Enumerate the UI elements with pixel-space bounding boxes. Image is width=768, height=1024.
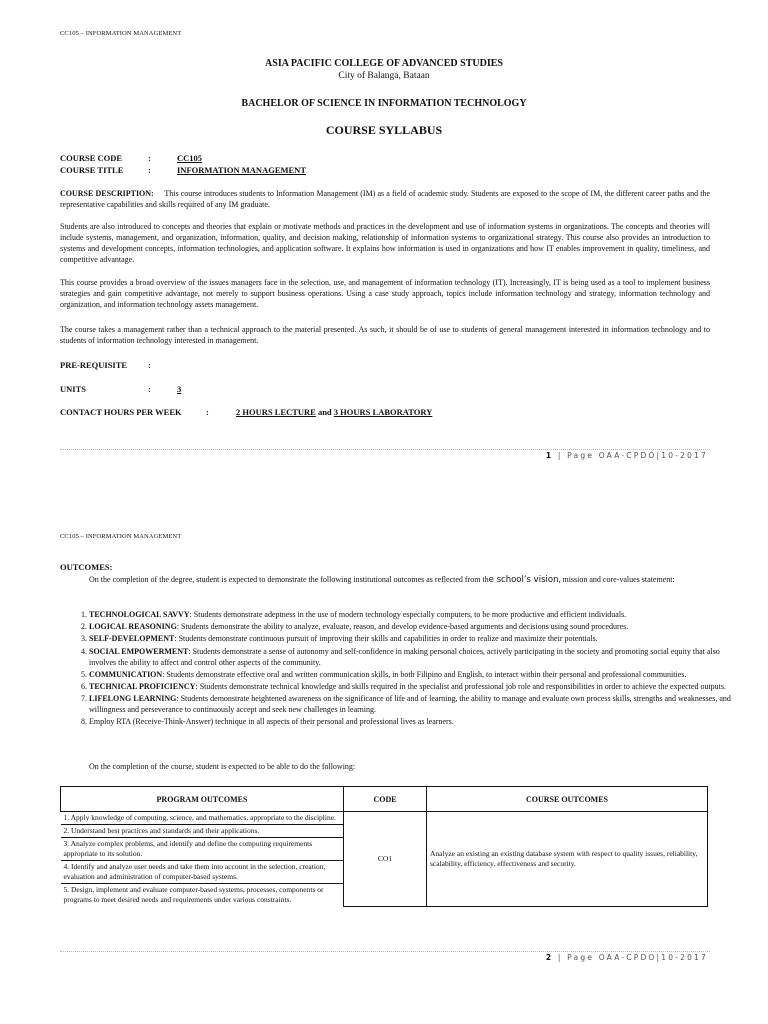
outcome-term: LOGICAL REASONING xyxy=(89,622,177,632)
outcome-text: : Students demonstrate heightened awareness on the significance of life and of learning, the ability to manage and evaluate own process skills, strengths and weaknesses, and willingness and perseverance to continuously accept and seek new challenges in learning. xyxy=(89,694,731,715)
degree-title: BACHELOR OF SCIENCE IN INFORMATION TECHNOLOGY xyxy=(241,98,527,109)
course-code-value: CC105 xyxy=(177,153,203,163)
course-description-p3: This course provides a broad overview of the issues managers face in the selection, use, and management of information technology (IT). Increasingly, IT is being used as a tool to implement business strategies and gain competitive advantage, not merely to support business operations. Using a case study approach, topics include information technology and strategy, information technology and organization, and information technology assets management. xyxy=(60,278,710,309)
outcome-term: TECHNICAL PROFICIENCY xyxy=(89,681,196,691)
running-header: CC105 – INFORMATION MANAGEMENT xyxy=(60,533,182,540)
list-item xyxy=(89,693,739,715)
list-item xyxy=(89,633,739,644)
document-title: COURSE SYLLABUS xyxy=(325,123,443,137)
outcome-term: COMMUNICATION xyxy=(89,669,163,679)
running-header: CC105 – INFORMATION MANAGEMENT xyxy=(60,30,182,37)
contact-hours-field xyxy=(60,407,433,417)
code-cell: CO1 xyxy=(344,812,427,907)
course-outcome-cell: Analyze an existing an existing database system with respect to quality issues, reliability, scalability, efficiency, effectiveness and security. xyxy=(427,812,708,907)
contact-hours-label: CONTACT HOURS PER WEEK xyxy=(60,407,182,417)
course-code-field xyxy=(60,153,203,163)
colon: : xyxy=(148,165,151,175)
course-description-p4: The course takes a management rather than a technical approach to the material presented. As such, it should be of use to students of general management interested in information technology and to students of information technology interested in management. xyxy=(60,325,710,345)
column-header: COURSE OUTCOMES xyxy=(427,787,708,812)
footer-divider xyxy=(60,951,710,952)
contact-lab: 3 HOURS LABORATORY xyxy=(333,407,433,417)
outcome-term: LIFELONG LEARNING xyxy=(89,694,177,704)
outcome-text: : Students demonstrate the ability to analyze, evaluate, reason, and develop evidence-based arguments and decisions using sound procedures. xyxy=(176,622,629,632)
column-header: PROGRAM OUTCOMES xyxy=(61,787,344,812)
course-title-label: COURSE TITLE xyxy=(60,165,124,175)
course-description-p1 xyxy=(60,188,710,210)
colon: : xyxy=(148,153,151,163)
outcomes-intro-a: On the completion of the degree, student is expected to demonstrate the following institutional outcomes as reflected from th xyxy=(89,575,489,584)
column-header: CODE xyxy=(344,787,427,812)
outcomes-table xyxy=(60,786,708,907)
program-outcome: 1. Apply knowledge of computing, science, and mathematics, appropriate to the discipline. xyxy=(61,812,344,825)
syllabus-page-2 xyxy=(0,522,768,1024)
units-field xyxy=(60,384,182,394)
list-item xyxy=(89,716,739,727)
page-number: 1 xyxy=(545,451,554,460)
program-outcome: 3. Analyze complex problems, and identify and define the computing requirements appropriate to its solution. xyxy=(61,838,344,861)
outcomes-title: OUTCOMES: xyxy=(60,562,113,572)
outcome-term: SOCIAL EMPOWERMENT xyxy=(89,646,189,656)
page-footer xyxy=(546,953,708,962)
course-code-label: COURSE CODE xyxy=(60,153,123,163)
course-description-label: COURSE DESCRIPTION: xyxy=(60,189,154,198)
outcomes-intro-b: , mission and core-values statement: xyxy=(558,575,675,584)
course-title-value: INFORMATION MANAGEMENT xyxy=(177,165,306,175)
colon: : xyxy=(148,384,151,394)
footer-text: | Page OAA-CPDO|10-2017 xyxy=(557,451,708,460)
institutional-outcomes-list xyxy=(60,609,739,729)
course-description-p2: Students are also introduced to concepts and theories that explain or motivate methods and practices in the development and use of information systems in organizations. The concepts and theories will include systems, management, and organization, information, quality, and decision making, relationship of information systems to organizational strategy. This course also provides an introduction to systems and development concepts, information technologies, and application software. It explains how information is used in organizations and how IT enables improvement in quality, timeliness, and competitive advantage. xyxy=(60,222,710,264)
colon: : xyxy=(148,360,151,370)
outcome-text: : Students demonstrate continuous pursuit of improving their skills and capabilities in order to realize and maximize their potentials. xyxy=(174,634,598,644)
college-city: City of Balanga, Bataan xyxy=(338,71,430,81)
outcome-text: : Students demonstrate technical knowledge and skills required in the specialist and professional job role and responsibilities in order to achieve the expected outputs. xyxy=(195,681,726,691)
contact-lecture: 2 HOURS LECTURE xyxy=(236,407,316,417)
page-number: 2 xyxy=(545,953,554,962)
table-row xyxy=(61,812,708,907)
college-name: ASIA PACIFIC COLLEGE OF ADVANCED STUDIES xyxy=(265,58,503,69)
prerequisite-field xyxy=(60,360,151,370)
colon: : xyxy=(206,407,209,417)
footer-divider xyxy=(60,449,710,450)
page-footer xyxy=(546,451,708,460)
program-outcome: 2. Understand best practices and standards and their applications. xyxy=(61,825,344,838)
contact-and: and xyxy=(317,407,332,417)
contact-hours-value xyxy=(236,407,432,417)
units-label: UNITS xyxy=(60,384,86,394)
list-item xyxy=(89,609,739,620)
outcomes-intro xyxy=(89,574,709,586)
outcome-term: SELF-DEVELOPMENT xyxy=(89,634,175,644)
syllabus-page-1 xyxy=(0,0,768,470)
outcome-text: : Students demonstrate effective oral and written communication skills, in both Filipino and English, to interact within their personal and professional communities. xyxy=(162,669,687,679)
list-item xyxy=(89,681,739,692)
course-outcomes-intro: On the completion of the course, student is expected to be able to do the following: xyxy=(89,762,356,771)
program-outcome: 4. Identify and analyze user needs and take them into account in the selection, creation, evaluation and administration of computer-based systems. xyxy=(61,861,344,884)
outcome-term: TECHNOLOGICAL SAVVY xyxy=(89,610,190,619)
table-header-row xyxy=(61,787,708,812)
outcomes-intro-vision: e school’s vision xyxy=(488,575,559,585)
units-value: 3 xyxy=(177,384,182,394)
list-item xyxy=(89,669,739,680)
footer-text: | Page OAA-CPDO|10-2017 xyxy=(557,953,708,962)
list-item xyxy=(89,621,739,632)
course-title-field xyxy=(60,165,306,175)
outcome-text: : Students demonstrate adeptness in the use of modern technology especially computers, to be more productive and efficient individuals. xyxy=(189,610,627,619)
outcome-text: : Students demonstrate a sense of autonomy and self-confidence in making personal choices, actively participating in the society and promoting social equity that also involves the ability to affect and control other aspects of the community. xyxy=(89,646,720,667)
course-description-text: This course introduces students to Information Management (IM) as a field of academic study. Students are exposed to the scope of IM, the different career paths and the representative capabilities and skills required of any IM graduate. xyxy=(60,189,711,209)
program-outcomes-cell xyxy=(61,812,344,907)
program-outcome: 5. Design, implement and evaluate computer-based systems, processes, components or programs to meet desired needs and requirements under various constraints. xyxy=(63,885,324,904)
list-item xyxy=(89,646,739,668)
outcome-text: Employ RTA (Receive-Think-Answer) technique in all aspects of their personal and professional lives as learners. xyxy=(89,717,454,727)
prerequisite-label: PRE-REQUISITE xyxy=(60,360,128,370)
